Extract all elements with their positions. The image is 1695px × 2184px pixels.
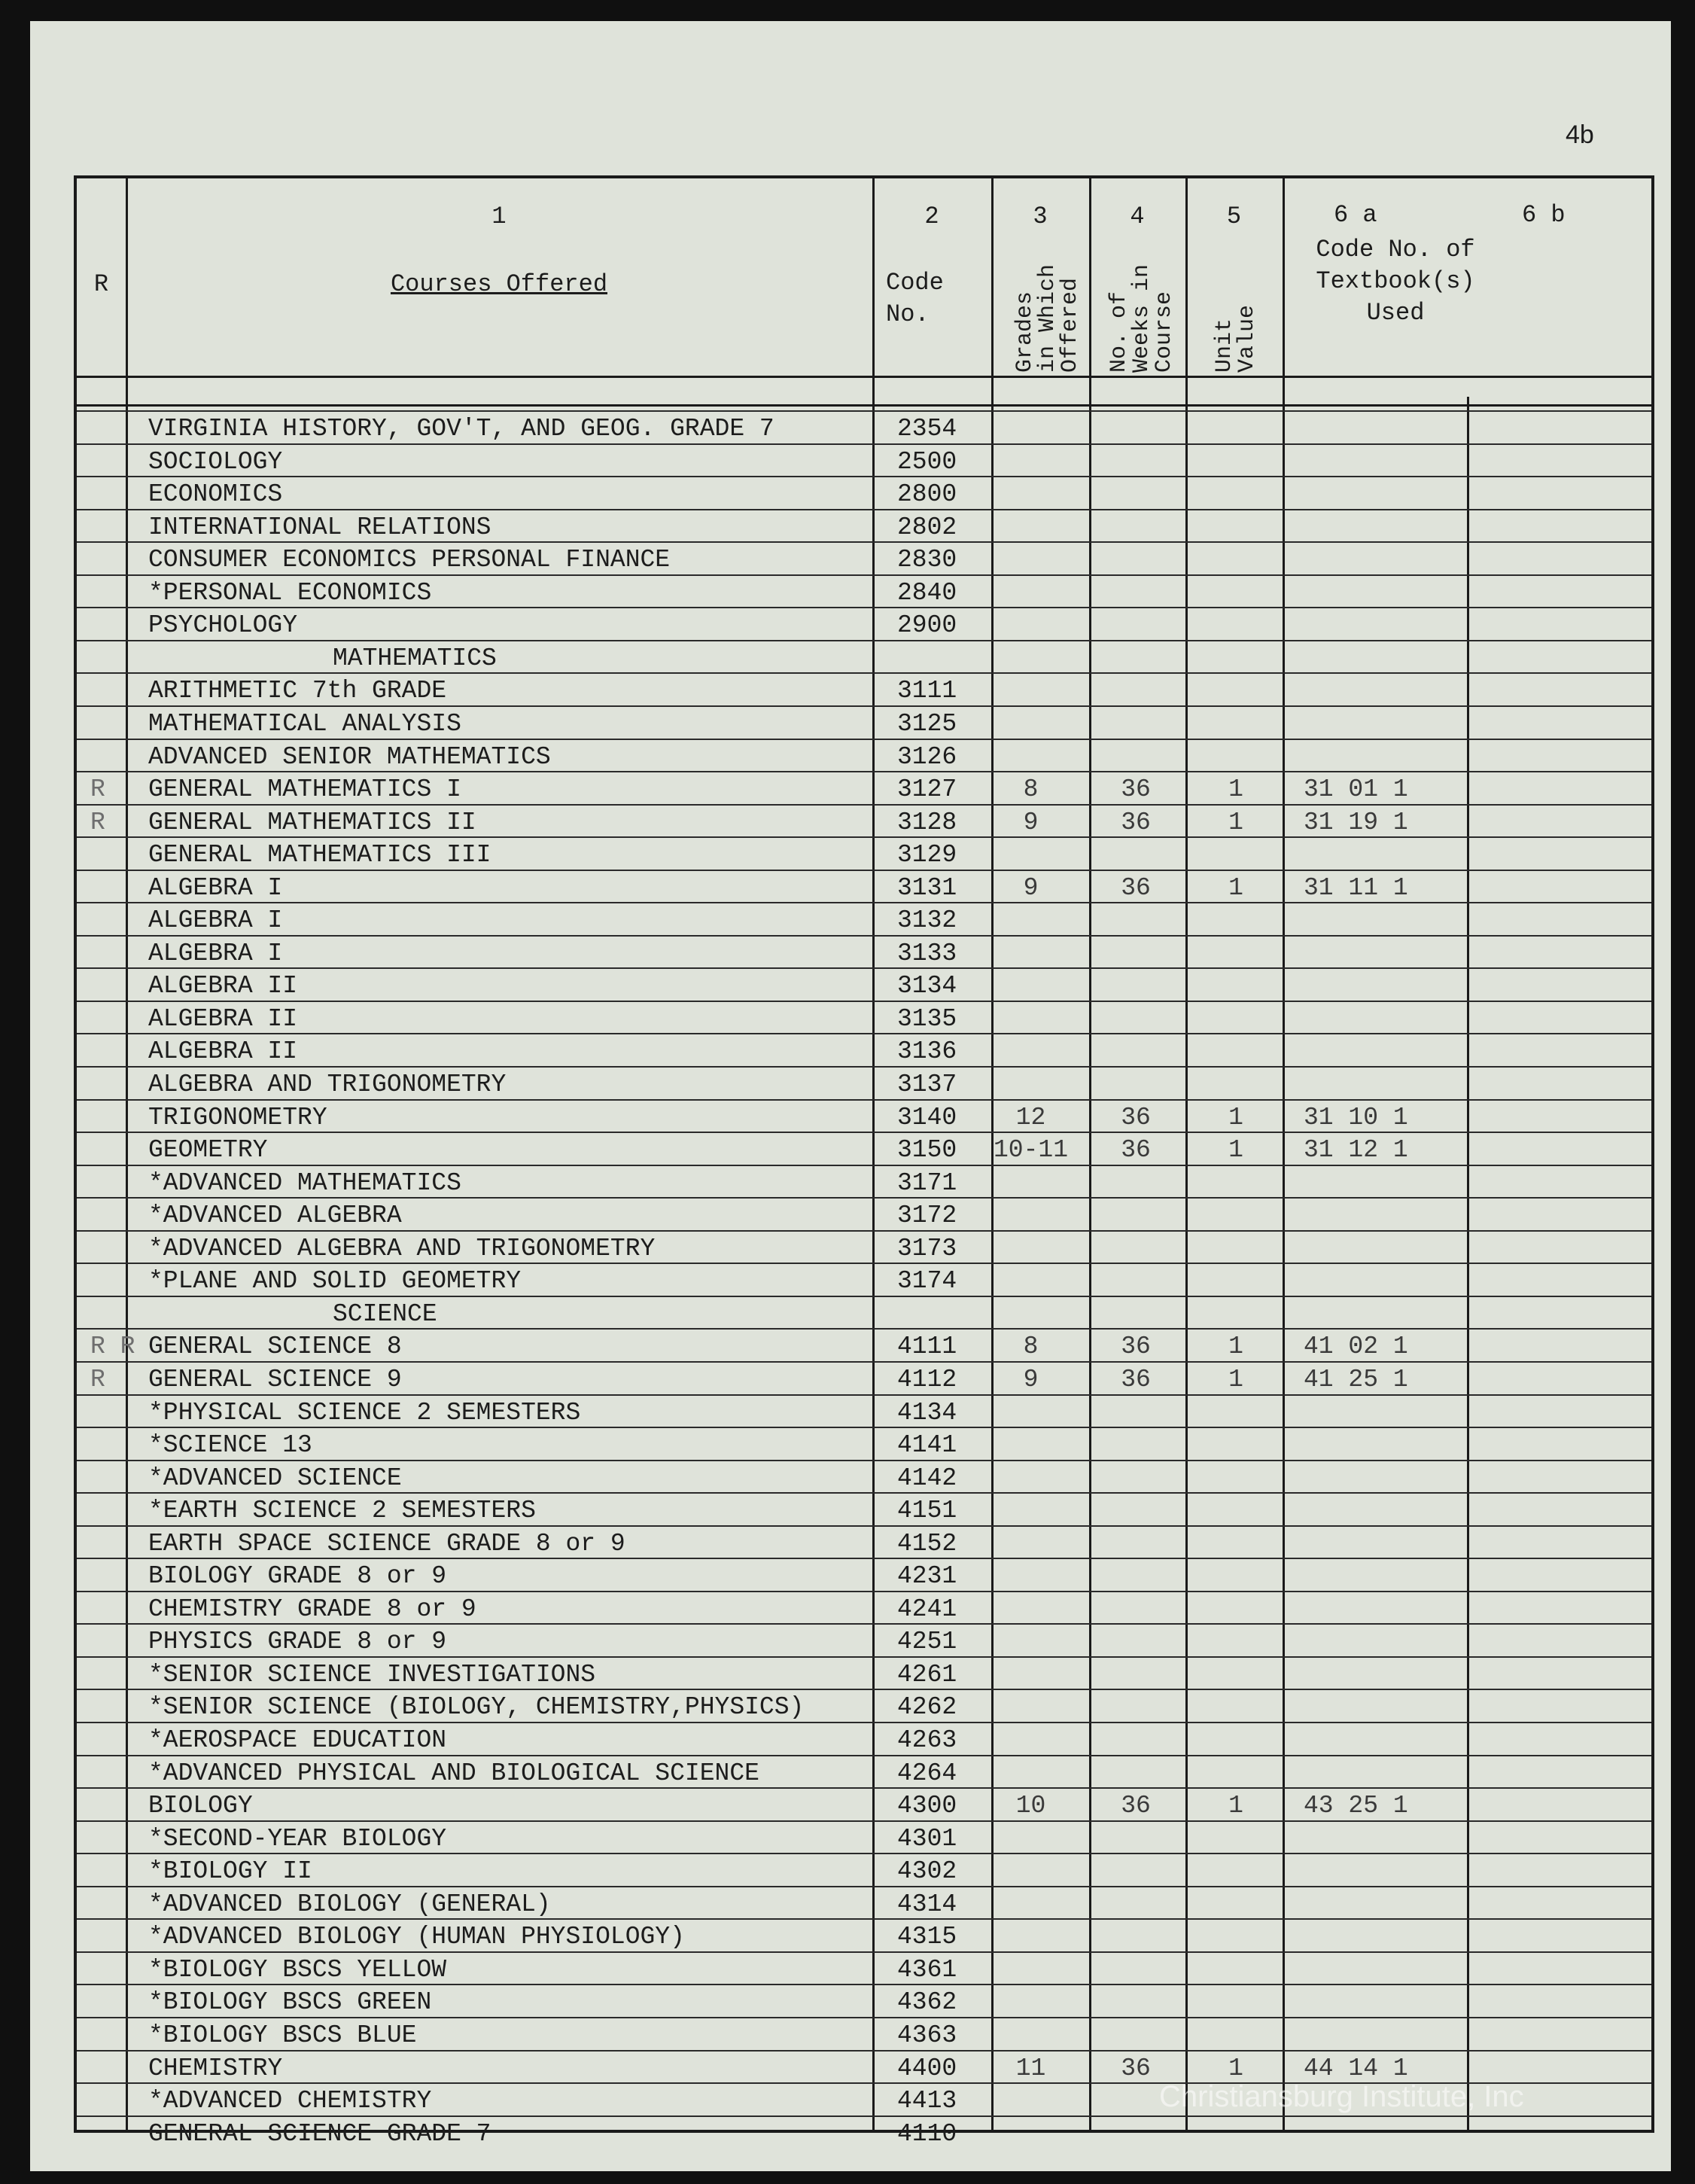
course-code: 4301	[897, 1824, 957, 1853]
course-code: 4152	[897, 1529, 957, 1558]
unit-value: 1	[1228, 808, 1243, 836]
textbook-code: 43 25 1	[1304, 1792, 1408, 1820]
header-textbook-line1: Code No. of	[1316, 236, 1475, 263]
course-name: *BIOLOGY BSCS BLUE	[148, 2021, 417, 2049]
course-code: 3132	[897, 906, 957, 935]
course-name: GENERAL SCIENCE GRADE 7	[148, 2119, 491, 2148]
review-mark: R R	[90, 1333, 135, 1361]
table-row	[77, 2017, 1651, 2051]
course-name: CHEMISTRY GRADE 8 or 9	[148, 1595, 476, 1623]
course-code: 3126	[897, 742, 957, 771]
weeks-in-course: 36	[1121, 1103, 1151, 1132]
table-row	[77, 1361, 1651, 1395]
unit-value: 1	[1228, 2054, 1243, 2082]
table-row	[77, 1984, 1651, 2018]
grades-offered: 12	[1015, 1103, 1046, 1132]
course-code: 3174	[897, 1267, 957, 1296]
header-rule	[77, 404, 1651, 407]
unit-value: 1	[1228, 1103, 1243, 1132]
table-row	[77, 705, 1651, 739]
course-name: *ADVANCED MATHEMATICS	[148, 1168, 461, 1197]
textbook-code: 41 02 1	[1304, 1333, 1408, 1361]
course-code: 3131	[897, 873, 957, 902]
course-name: GEOMETRY	[148, 1136, 268, 1165]
course-code: 3137	[897, 1071, 957, 1098]
header-weeks-in-course: No. of Weeks in Course	[1106, 263, 1177, 373]
course-code: 4262	[897, 1693, 957, 1722]
grades-offered: 9	[1023, 808, 1039, 836]
grades-offered: 10-11	[993, 1136, 1069, 1165]
header-textbook-line2: Textbook(s)	[1316, 267, 1475, 295]
table-row	[77, 443, 1651, 477]
section-heading: SCIENCE	[333, 1299, 437, 1328]
header-courses-offered: Courses Offered	[390, 270, 608, 298]
course-code: 4134	[897, 1398, 957, 1427]
textbook-code: 31 10 1	[1304, 1103, 1408, 1132]
course-name: *ADVANCED ALGEBRA AND TRIGONOMETRY	[148, 1234, 656, 1263]
course-name: EARTH SPACE SCIENCE GRADE 8 or 9	[148, 1529, 625, 1558]
unit-value: 1	[1228, 1792, 1243, 1820]
course-code: 4264	[897, 1759, 957, 1787]
course-name: *SENIOR SCIENCE (BIOLOGY, CHEMISTRY,PHYSICS)	[148, 1693, 805, 1722]
course-code: 4315	[897, 1923, 957, 1951]
weeks-in-course: 36	[1121, 873, 1151, 902]
table-row	[77, 1033, 1651, 1067]
table-row	[77, 804, 1651, 838]
course-name: GENERAL SCIENCE 8	[148, 1333, 402, 1361]
course-name: ADVANCED SENIOR MATHEMATICS	[148, 742, 551, 771]
weeks-in-course: 36	[1121, 1792, 1151, 1820]
course-name: GENERAL MATHEMATICS I	[148, 775, 461, 804]
course-code: 4302	[897, 1857, 957, 1886]
table-row	[77, 1230, 1651, 1264]
table-row	[77, 1328, 1651, 1362]
table-row	[77, 541, 1651, 575]
course-code: 3172	[897, 1202, 957, 1230]
table-row	[77, 1460, 1651, 1494]
course-code: 3129	[897, 841, 957, 870]
table-row	[77, 410, 1651, 444]
course-code: 4400	[897, 2054, 957, 2082]
header-textbook-label	[1283, 234, 1508, 329]
grades-offered: 9	[1023, 873, 1039, 902]
header-col6a: 6 a	[1334, 201, 1377, 229]
course-name: BIOLOGY	[148, 1792, 253, 1820]
course-name: ALGEBRA II	[148, 972, 298, 1001]
course-name: *SECOND-YEAR BIOLOGY	[148, 1824, 447, 1853]
grades-offered: 8	[1023, 1333, 1039, 1361]
course-code: 3128	[897, 808, 957, 836]
course-code: 4300	[897, 1792, 957, 1820]
table-row	[77, 1197, 1651, 1231]
course-code: 4111	[897, 1333, 957, 1361]
table-row	[77, 1918, 1651, 1952]
table-row	[77, 1066, 1651, 1100]
course-code: 4363	[897, 2021, 957, 2049]
course-name: TRIGONOMETRY	[148, 1103, 327, 1132]
course-name: ALGEBRA I	[148, 939, 283, 967]
textbook-code: 31 11 1	[1304, 873, 1408, 902]
course-code: 2354	[897, 415, 957, 443]
weeks-in-course: 36	[1121, 2054, 1151, 2082]
table-row	[77, 2050, 1651, 2084]
course-name: *PLANE AND SOLID GEOMETRY	[148, 1267, 522, 1296]
textbook-code: 44 14 1	[1304, 2054, 1408, 2082]
course-name: *ADVANCED CHEMISTRY	[148, 2087, 432, 2115]
table-row	[77, 509, 1651, 543]
course-name: *SENIOR SCIENCE INVESTIGATIONS	[148, 1660, 596, 1689]
course-table	[74, 175, 1654, 2148]
header-col2-num: 2	[924, 203, 939, 230]
course-code: 2500	[897, 447, 957, 476]
table-row	[77, 1623, 1651, 1657]
header-r: R	[93, 270, 109, 298]
course-code: 4142	[897, 1464, 957, 1492]
table-row	[77, 1886, 1651, 1920]
course-name: *AEROSPACE EDUCATION	[148, 1726, 447, 1754]
table-row	[77, 1591, 1651, 1625]
course-code: 4151	[897, 1497, 957, 1525]
course-name: *PHYSICAL SCIENCE 2 SEMESTERS	[148, 1398, 581, 1427]
document-sheet	[30, 21, 1671, 2171]
course-name: *ADVANCED BIOLOGY (HUMAN PHYSIOLOGY)	[148, 1923, 685, 1951]
table-row	[77, 902, 1651, 936]
grades-offered: 10	[1015, 1792, 1046, 1820]
textbook-code: 41 25 1	[1304, 1365, 1408, 1394]
table-row	[77, 935, 1651, 969]
course-name: *EARTH SCIENCE 2 SEMESTERS	[148, 1497, 536, 1525]
course-name: ARITHMETIC 7th GRADE	[148, 677, 447, 705]
course-name: *BIOLOGY BSCS GREEN	[148, 1988, 432, 2017]
table-row	[77, 1165, 1651, 1199]
course-name: GENERAL SCIENCE 9	[148, 1365, 402, 1394]
course-name: INTERNATIONAL RELATIONS	[148, 513, 491, 541]
header-unit-value: Unit Value	[1212, 304, 1260, 373]
course-code: 4361	[897, 1955, 957, 1984]
unit-value: 1	[1228, 1136, 1243, 1165]
table-row	[77, 1099, 1651, 1133]
unit-value: 1	[1228, 1365, 1243, 1394]
course-code: 3134	[897, 972, 957, 1001]
textbook-code: 31 12 1	[1304, 1136, 1408, 1165]
table-row	[77, 1525, 1651, 1559]
course-code: 4231	[897, 1562, 957, 1591]
weeks-in-course: 36	[1121, 808, 1151, 836]
table-row	[77, 1263, 1651, 1296]
course-code: 2840	[897, 578, 957, 607]
header-col1-num: 1	[491, 203, 507, 230]
course-code: 3150	[897, 1136, 957, 1165]
review-mark: R	[90, 1365, 105, 1394]
course-name: ALGEBRA AND TRIGONOMETRY	[148, 1071, 507, 1098]
course-code: 3125	[897, 709, 957, 738]
course-code: 4261	[897, 1660, 957, 1689]
table-row	[77, 1787, 1651, 1821]
header-code-label	[886, 267, 944, 330]
table-row	[77, 1755, 1651, 1789]
table-row	[77, 771, 1651, 805]
weeks-in-course: 36	[1121, 1365, 1151, 1394]
weeks-in-course: 36	[1121, 1333, 1151, 1361]
course-name: ECONOMICS	[148, 480, 283, 509]
course-code: 3136	[897, 1037, 957, 1066]
course-code: 2900	[897, 611, 957, 640]
course-code: 4263	[897, 1726, 957, 1754]
table-row	[77, 1722, 1651, 1756]
table-row	[77, 739, 1651, 772]
grades-offered: 11	[1015, 2054, 1046, 2082]
unit-value: 1	[1228, 1333, 1243, 1361]
header-grades-offered: Grades in Which Offered	[1012, 263, 1083, 373]
header-textbook-line3: Used	[1366, 299, 1425, 327]
review-mark: R	[90, 775, 105, 804]
unit-value: 1	[1228, 775, 1243, 804]
course-code: 3111	[897, 677, 957, 705]
course-code: 4251	[897, 1628, 957, 1656]
table-row	[77, 2115, 1651, 2149]
weeks-in-course: 36	[1121, 775, 1151, 804]
course-code: 4110	[897, 2119, 957, 2148]
table-row	[77, 1853, 1651, 1887]
course-name: MATHEMATICAL ANALYSIS	[148, 709, 461, 738]
course-code: 4141	[897, 1431, 957, 1460]
page-number: 4b	[1566, 120, 1594, 149]
table-row	[77, 836, 1651, 870]
unit-value: 1	[1228, 873, 1243, 902]
textbook-code: 31 19 1	[1304, 808, 1408, 836]
table-row	[77, 870, 1651, 903]
course-name: *ADVANCED SCIENCE	[148, 1464, 402, 1492]
course-code: 4241	[897, 1595, 957, 1623]
table-row	[77, 476, 1651, 510]
course-code: 3127	[897, 775, 957, 804]
course-name: ALGEBRA II	[148, 1037, 298, 1066]
header-code-line1: Code	[886, 269, 944, 297]
course-code: 4362	[897, 1988, 957, 2017]
course-name: CONSUMER ECONOMICS PERSONAL FINANCE	[148, 546, 671, 574]
table-row	[77, 640, 1651, 674]
course-code: 4112	[897, 1365, 957, 1394]
grades-offered: 9	[1023, 1365, 1039, 1394]
course-code: 4314	[897, 1890, 957, 1918]
course-name: CHEMISTRY	[148, 2054, 283, 2082]
header-col6b: 6 b	[1522, 201, 1566, 229]
table-row	[77, 1427, 1651, 1461]
review-mark: R	[90, 808, 105, 836]
table-row	[77, 672, 1651, 706]
section-heading: MATHEMATICS	[333, 644, 497, 672]
textbook-code: 31 01 1	[1304, 775, 1408, 804]
table-row	[77, 1394, 1651, 1428]
table-row	[77, 1951, 1651, 1985]
header-code-line2: No.	[886, 300, 930, 328]
course-name: *SCIENCE 13	[148, 1431, 312, 1460]
table-row	[77, 1001, 1651, 1034]
course-name: ALGEBRA II	[148, 1004, 298, 1033]
watermark: Christiansburg Institute, Inc	[1159, 2080, 1524, 2113]
course-name: *ADVANCED ALGEBRA	[148, 1202, 402, 1230]
course-name: *BIOLOGY BSCS YELLOW	[148, 1955, 447, 1984]
course-name: PHYSICS GRADE 8 or 9	[148, 1628, 447, 1656]
table-row	[77, 1820, 1651, 1854]
course-code: 3173	[897, 1234, 957, 1263]
course-code: 2800	[897, 480, 957, 509]
table-row	[77, 1689, 1651, 1723]
course-code: 3140	[897, 1103, 957, 1132]
course-name: ALGEBRA I	[148, 906, 283, 935]
table-row	[77, 1296, 1651, 1330]
table-row	[77, 967, 1651, 1001]
course-name: GENERAL MATHEMATICS III	[148, 841, 491, 870]
table-row	[77, 574, 1651, 608]
course-code: 3135	[897, 1004, 957, 1033]
course-name: *BIOLOGY II	[148, 1857, 312, 1886]
course-name: *ADVANCED PHYSICAL AND BIOLOGICAL SCIENCE	[148, 1759, 759, 1787]
course-code: 2830	[897, 546, 957, 574]
table-row	[77, 1132, 1651, 1165]
course-code: 2802	[897, 513, 957, 541]
course-name: GENERAL MATHEMATICS II	[148, 808, 476, 836]
header-rule	[77, 376, 1651, 378]
course-name: *PERSONAL ECONOMICS	[148, 578, 432, 607]
weeks-in-course: 36	[1121, 1136, 1151, 1165]
course-code: 3133	[897, 939, 957, 967]
table-row	[77, 607, 1651, 641]
table-row	[77, 1656, 1651, 1690]
header-col4-num: 4	[1130, 203, 1145, 230]
course-name: BIOLOGY GRADE 8 or 9	[148, 1562, 447, 1591]
course-code: 4413	[897, 2087, 957, 2115]
course-name: VIRGINIA HISTORY, GOV'T, AND GEOG. GRADE 7	[148, 415, 774, 443]
table-row	[77, 1492, 1651, 1526]
course-name: *ADVANCED BIOLOGY (GENERAL)	[148, 1890, 551, 1918]
header-col3-num: 3	[1033, 203, 1048, 230]
course-name: SOCIOLOGY	[148, 447, 283, 476]
course-name: ALGEBRA I	[148, 873, 283, 902]
course-code: 3171	[897, 1168, 957, 1197]
header-col5-num: 5	[1226, 203, 1242, 230]
grades-offered: 8	[1023, 775, 1039, 804]
table-row	[77, 1558, 1651, 1592]
course-name: PSYCHOLOGY	[148, 611, 298, 640]
